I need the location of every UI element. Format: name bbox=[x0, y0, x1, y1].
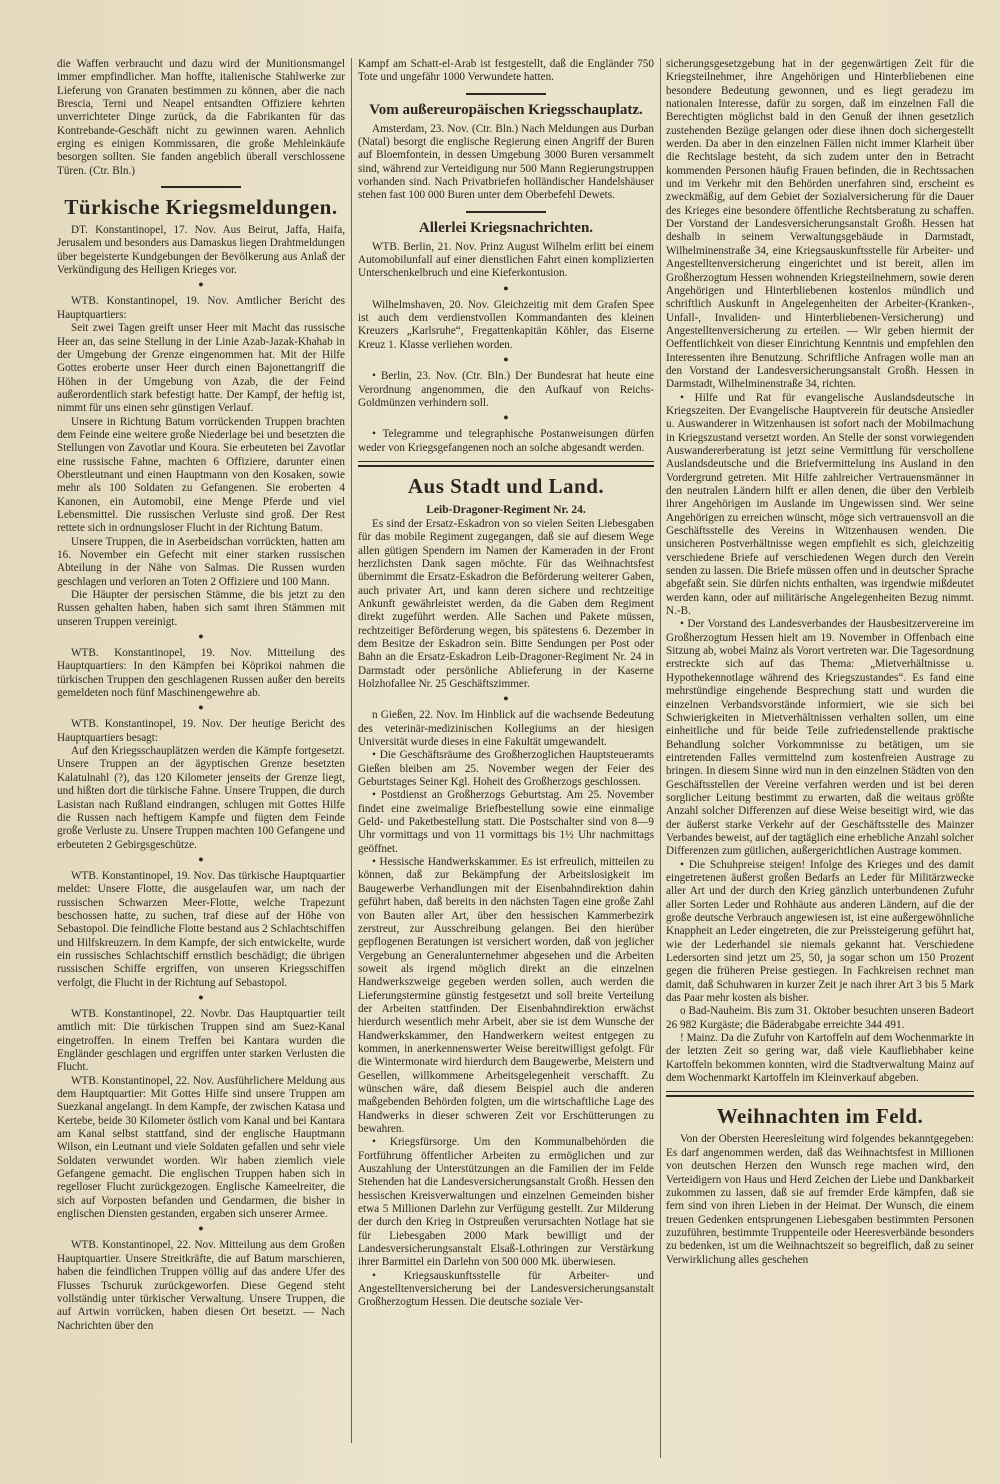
article-paragraph: • Hilfe und Rat für evangelische Auslandsdeutsche in Kriegszeiten. Der Evangelische Hauptverein für deutsche Ansiedler u. Auswanderer in Witzenhausen ist sofort nach der Mobilmachung in Kriegszustand versetzt worden. An Stelle der sonst vorwiegenden Auswandererberatung ist jetzt seine Vermittlung für verschollene Auslandsdeutsche und die Briefvermittelung ins Ausland in den Vordergrund getreten. Mit Hilfe zahlreicher Vertrauensmänner in den neutralen Ländern hilft er allen denen, die über den Verbleib ihrer Angehörigen im Auslande im Ungewissen sind. Wer seine Angehörigen zu erreichen wünscht, möge sich vertrauensvoll an die Geschäftsstelle des Vereins in Witzenhausen wenden. Die unsicheren Postverhältnisse wegen empfiehlt es sich, gleichzeitig verschiedene Briefe auf verschiedenen Wegen durch den Verein senden zu lassen. Die Briefe müssen offen und in deutscher Sprache abgefaßt sein. Sie dürfen nichts enthalten, was irgendwie mißdeutet werden kann, oder auf militärische Angelegenheiten Bezug nimmt. N.-B. bbox=[666, 391, 974, 618]
short-divider bbox=[161, 186, 241, 188]
article-paragraph: WTB. Konstantinopel, 22. Novbr. Das Hauptquartier teilt amtlich mit: Die türkischen Truppen sind am Suez-Kanal eingetroffen. In einem Treffen bei Kantara wurden die Engländer geschlagen und ergriffen unter starken Verlusten die Flucht. bbox=[57, 1007, 345, 1074]
article-paragraph: Seit zwei Tagen greift unser Heer mit Macht das russische Heer an, das seine Stellung in der Linie Azab-Jazak-Khahab in der Umgebung der Grenze eingenommen hat. Mit der Hilfe Gottes eroberte unser Heer durch einen Bajonettangriff die Höhen in der Umgebung von Azab, die der Feind außerordentlich stark befestigt hatte. Der Kampf, der heftig ist, nimmt für uns einen sehr günstigen Verlauf. bbox=[57, 322, 345, 415]
bullet-separator-icon: ● bbox=[503, 412, 509, 423]
article-paragraph: WTB. Konstantinopel, 22. Nov. Ausführlichere Meldung aus dem Hauptquartier: Mit Gottes Hilfe sind unsere Truppen am Suezkanal angelangt. In dem Kampfe, der zwischen Katasa und Kertebe, beide 30 Kilometer östlich vom Kanal und bei Kantara am Kanal selbst stattfand, sind der englische Hauptmann Wilson, ein Leutnant und viele Soldaten gefallen und sehr viele Soldaten verwundet worden. Wir haben ziemlich viele Gefangene gemacht. Die englischen Truppen haben sich in regelloser Flucht zurückgezogen. Englische Kameelreiter, die sich auf Vorposten befanden und Gendarmen, die bisher in englischen Diensten gestanden, ergaben sich unserer Armee. bbox=[57, 1074, 345, 1221]
article-paragraph: WTB. Konstantinopel, 22. Nov. Mitteilung aus dem Großen Hauptquartier. Unsere Streitkräfte, die auf Batum marschieren, haben die feindlichen Truppen völlig auf das andere Ufer des Flusses Tschuruk zurückgeworfen. Diese Gegend steht vollständig unter türkischer Verwaltung. Unsere Truppen, die auf Artwin vorrücken, haben diesen Ort besetzt. — Nach Nachrichten über den bbox=[57, 1239, 345, 1332]
article-paragraph: n Gießen, 22. Nov. Im Hinblick auf die wachsende Bedeutung des veterinär-medizinischen Kollegiums an der hiesigen Universität wurde dieses in eine Fakultät umgewandelt. bbox=[358, 709, 654, 749]
article-paragraph: Unsere Truppen, die in Aserbeidschan vorrückten, hatten am 16. November ein Gefecht mit einer starken russischen Abteilung in der Nähe von Salmas. Die Russen wurden geschlagen und verloren an Toten 2 Offiziere und 100 Mann. bbox=[57, 535, 345, 588]
article-paragraph: Wilhelmshaven, 20. Nov. Gleichzeitig mit dem Grafen Spee ist auch dem verdienstvollen Kommandanten des kleinen Kreuzers „Karlsruhe“, Fregattenkapitän Köhler, das Eiserne Kreuz 1. Klasse verliehen worden. bbox=[358, 298, 654, 351]
article-paragraph: Amsterdam, 23. Nov. (Ctr. Bln.) Nach Meldungen aus Durban (Natal) besorgt die englische Regierung einen Angriff der Buren auf Bloemfontein, in dessen Umgebung 3000 Buren versammelt sind, während zur Verteidigung nur 500 Mann Regierungstruppen vorhanden sind. Nach Privatbriefen holländischer Handelshäuser stehen fast 100 000 Buren unter dem Oberbefehl Dewets. bbox=[358, 122, 654, 202]
bullet-separator-icon: ● bbox=[503, 693, 509, 704]
bullet-separator-icon: ● bbox=[198, 702, 204, 713]
section-subheading: Leib-Dragoner-Regiment Nr. 24. bbox=[426, 503, 586, 516]
article-paragraph: Die Häupter der persischen Stämme, die bis jetzt zu den Russen gehalten haben, haben sich samt ihren Stämmen mit unseren Truppen vereinigt. bbox=[57, 589, 345, 628]
article-paragraph: Auf den Kriegsschauplätzen werden die Kämpfe fortgesetzt. Unsere Truppen an der ägyptischen Grenze besetzten Kalatulnahl (?), das 120 Kilometer jenseits der Grenze liegt, und hißten dort die türkische Fahne. Unsere Truppen, die durch Lasistan nach Rußland eindrangen, schlugen mit Gottes Hilfe die Russen nach heftigem Kampfe und fügten dem Feinde große Verluste zu. Unsere Truppen machten 100 Gefangene und erbeuteten 2 Gebirgsgeschütze. bbox=[57, 745, 345, 851]
section-heading: Vom außereuropäischen Kriegsschauplatz. bbox=[369, 101, 643, 118]
article-paragraph: WTB. Berlin, 21. Nov. Prinz August Wilhelm erlitt bei einem Automobilunfall auf einer dienstlichen Fahrt einen komplizierten Unterschenkelbruch und eine Kieferkontusion. bbox=[358, 240, 654, 280]
article-paragraph: Kampf am Schatt-el-Arab ist festgestellt, daß die Engländer 750 Tote und ungefähr 1000 Verwundete hatten. bbox=[358, 58, 654, 84]
section-heading: Aus Stadt und Land. bbox=[407, 473, 605, 498]
article-paragraph: WTB. Konstantinopel, 19. Nov. Amtlicher Bericht des Hauptquartiers: bbox=[57, 295, 345, 321]
article-paragraph: DT. Konstantinopel, 17. Nov. Aus Beirut, Jaffa, Haifa, Jerusalem und besonders aus Damaskus liegen Drahtmeldungen über begeisterte Kundgebungen der Bevölkerung aus Anlaß der Verkündigung des Heiligen Krieges vor. bbox=[57, 224, 345, 277]
bullet-separator-icon: ● bbox=[198, 853, 204, 864]
section-heading: Allerlei Kriegsnachrichten. bbox=[418, 219, 594, 236]
column-divider bbox=[660, 58, 661, 1458]
column-3 bbox=[666, 58, 974, 1267]
bullet-separator-icon: ● bbox=[503, 282, 509, 293]
bullet-separator-icon: ● bbox=[198, 991, 204, 1002]
column-2 bbox=[358, 58, 654, 1310]
short-divider bbox=[466, 211, 546, 213]
article-paragraph: die Waffen verbraucht und dazu wird der Munitionsmangel immer empfindlicher. Man hoffte, italienische Stahlwerke zur Lieferung von Granaten bestimmen zu können, aber die nach Brescia, Terni und Neapel entsandten Offiziere kehrten unverrichteter Dinge zurück, da die Fabrikanten für das Kontrebande-Geschäft nicht zu gewinnen waren. Aehnlich erging es einigen Kommissaren, die große Mehleinkäufe besorgen sollten. Sie fanden angeblich überall verschlossene Türen. (Ctr. Bln.) bbox=[57, 58, 345, 177]
column-1 bbox=[57, 58, 345, 1333]
article-paragraph: ! Mainz. Da die Zufuhr von Kartoffeln auf dem Wochenmarkte in der letzten Zeit so gering war, daß viele Kaufliebhaber keine Kartoffeln bekommen konnten, wird die Stadtverwaltung Mainz auf dem Wochenmarkt Kartoffeln im Kleinverkauf abgeben. bbox=[666, 1032, 974, 1085]
article-paragraph: • Kriegsfürsorge. Um den Kommunalbehörden die Fortführung öffentlicher Arbeiten zu ermöglichen und zur Auszahlung der Unterstützungen an die Familien der im Felde Stehenden hat die Landesversicherungsanstalt Großh. Hessen den hessischen Kreisverwaltungen und einzelnen Gemeinden bisher etwa 5 Millionen Darlehn zur Verfügung gestellt. Zur Milderung der durch den Krieg in Ostpreußen verursachten Notlage hat sie für Liebesgaben 2000 Mark bewilligt und der Landesversicherungsanstalt Elsaß-Lothringen zur Verstärkung ihrer Barmittel ein Darlehn von 500 000 Mk. überwiesen. bbox=[358, 1136, 654, 1269]
article-paragraph: WTB. Konstantinopel, 19. Nov. Der heutige Bericht des Hauptquartiers besagt: bbox=[57, 718, 345, 744]
article-paragraph: Unsere in Richtung Batum vorrückenden Truppen brachten dem Feinde eine weitere große Niederlage bei und besetzten die Stellungen von Zavotlar und Koura. Sie erbeuteten bei Zavotlar eine russische Fahne, machten 6 Offiziere, darunter einen Oberstleutnant und einen Hauptmann von den Kosaken, sowie mehr als 100 Soldaten zu Gefangenen. Sie eroberten 4 Kanonen, ein Automobil, eine Menge Pferde und viel Lebensmittel. Die russischen Verluste sind groß. Der Rest rettete sich in ordnungsloser Flucht in der Richtung Batum. bbox=[57, 415, 345, 535]
article-paragraph: sicherungsgesetzgebung hat in der gegenwärtigen Zeit für die Kriegsteilnehmer, ihre Angehörigen und Hinterbliebenen eine besondere Bedeutung gewonnen, und es liegt geradezu im nationalen Interesse, dafür zu sorgen, daß im einzelnen Fall die Berechtigten möglichst bald in den Genuß der ihnen gesetzlich zustehenden Bezüge gelangen oder diese ihnen doch sichergestellt werden. Da aber in den einzelnen Fällen nicht immer Klarheit über die Rechtslage besteht, da sich zudem unter den in Betracht kommenden Personen häufig Frauen befinden, die in Rechtssachen und im Verkehr mit den Behörden unerfahren sind, erscheint es zweckmäßig, auf dem Gebiet der Sozialversicherung für die Dauer des Krieges eine besondere öffentliche Rechtsberatung zu schaffen. Der Vorstand der Landesversicherungsanstalt Großh. Hessen hat deshalb in seinem Verwaltungsgebäude in Darmstadt, Wilhelminenstraße 34, eine Kriegsauskunftsstelle für Arbeiter- und Angestelltenversicherung eingerichtet und ist bereit, allen im Großherzogtum Hessen wohnenden Kriegsteilnehmern, sowie deren Angehörigen und Hinterbliebenen kostenlos mündlich und schriftlich Auskunft in Angelegenheiten der Arbeiter-(Kranken-, Unfall-, Invaliden- und Hinterbliebenen-Versicherung) und Angestelltenversicherung zu erteilen. — Wir geben hiermit der Oeffentlichkeit von dieser Einrichtung Kenntnis und empfehlen den Interessenten ihre Benutzung. Schriftliche Anfragen wolle man an den Vorstand der Landesversicherungsanstalt Großh. Hessen in Darmstadt, Wilhelminenstraße 34, richten. bbox=[666, 58, 974, 391]
section-heading: Türkische Kriegsmeldungen. bbox=[64, 195, 338, 220]
bullet-separator-icon: ● bbox=[198, 631, 204, 642]
section-divider bbox=[666, 1091, 974, 1097]
article-paragraph: • Die Geschäftsräume des Großherzoglichen Hauptsteueramts Gießen bleiben am 25. November wegen der Feier des Geburtstages Seiner Kgl. Hoheit des Großherzogs geschlossen. bbox=[358, 749, 654, 789]
article-paragraph: • Berlin, 23. Nov. (Ctr. Bln.) Der Bundesrat hat heute eine Verordnung angenommen, die den Aufkauf von Reichs-Goldmünzen verhindern soll. bbox=[358, 370, 654, 409]
column-divider bbox=[351, 58, 352, 1443]
bullet-separator-icon: ● bbox=[198, 1223, 204, 1234]
article-paragraph: o Bad-Nauheim. Bis zum 31. Oktober besuchten unseren Badeort 26 982 Kurgäste; die Bäderabgabe erreichte 344 491. bbox=[666, 1005, 974, 1031]
section-divider bbox=[358, 461, 654, 467]
short-divider bbox=[466, 93, 546, 95]
article-paragraph: • Kriegsauskunftsstelle für Arbeiter- und Angestelltenversicherung bei der Landesversicherungsanstalt Großherzogtum Hessen. Die deutsche soziale Ver- bbox=[358, 1269, 654, 1309]
bullet-separator-icon: ● bbox=[198, 279, 204, 290]
article-paragraph: • Die Schuhpreise steigen! Infolge des Krieges und des damit eingetretenen äußerst großen Bedarfs an Leder für Militärzwecke aller Art und der durch den Krieg gänzlich unterbundenen Zufuhr aller Sorten Leder und Rohhäute aus anderen Ländern, auf die der große deutsche Verbrauch angewiesen ist, ist eine außergewöhnliche Knappheit an Leder eingetreten, die zur Preissteigerung geführt hat, wie der Lederhandel sie niemals gekannt hat. Verschiedene Ledersorten sind jetzt um 25, 50, ja sogar schon um 150 Prozent gegen die früheren Preise gestiegen. In Fachkreisen rechnet man damit, daß Schuhwaren in kurzer Zeit je nach ihrer Art 3 bis 5 Mark das Paar mehr kosten als bisher. bbox=[666, 858, 974, 1005]
article-paragraph: • Der Vorstand des Landesverbandes der Hausbesitzervereine im Großherzogtum Hessen hielt am 19. November in Offenbach eine Sitzung ab, wobei Mainz als Vorort vertreten war. Die Tagesordnung erstreckte sich auf das Thema: „Mietverhältnisse u. Hypothekennotlage während des Kriegszustandes“. Es fand eine mehrstündige eingehende Besprechung statt und wurden die einzelnen Verbandsvorstände informiert, wie sie sich bei Schwierigkeiten in Mietverhältnissen verhalten sollen, um eine einheitliche und für beide Teile zufriedenstellende praktische Behandlung solcher Vorkommnisse zu betätigen, um sie eintretenden Falles vermittelnd zum kostenfreien Austrage zu bringen. In diesem Sinne wird nun in den einzelnen Städten von den Geschäftsstellen der Vereine verfahren werden und ist bei deren sorglicher Leitung bestimmt zu erwarten, daß die weitaus größte Anzahl solcher Differenzen auf diese Weise beseitigt wird, wie das der äußerst starke Verkehr auf der Geschäftsstelle des Mainzer Verbandes beweist, auf der tagtäglich eine erhebliche Anzahl solcher Differenzen zum gütlichen, außergerichtlichen Austrage kommen. bbox=[666, 618, 974, 858]
article-paragraph: Von der Obersten Heeresleitung wird folgendes bekanntgegeben: Es darf angenommen werden, daß das Weihnachtsfest in Millionen von deutschen Herzen den Wunsch rege machen wird, den Verteidigern von Haus und Herd Zeichen der Liebe und Dankbarkeit zukommen zu lassen, daß sie auf fremder Erde kämpfen, daß sie fern sind von ihren Lieben in der Heimat. Der Wunsch, die einem treuen Gedenken entsprungenen Liebesgaben bestimmten Personen zuzuführen, bestimmte Truppenteile oder Heeresverbände besonders zu bedenken, ist um die Weihnachtszeit so begreiflich, daß zu seiner Verwirklichung alles geschehen bbox=[666, 1133, 974, 1266]
article-paragraph: • Postdienst an Großherzogs Geburtstag. Am 25. November findet eine zweimalige Briefbestellung sowie eine einmalige Geld- und Paketbestellung statt. Die Postschalter sind von 8—9 Uhr vormittags und von 11 vormittags bis 1½ Uhr nachmittags geöffnet. bbox=[358, 789, 654, 855]
article-paragraph: • Hessische Handwerkskammer. Es ist erfreulich, mitteilen zu können, daß zur Bekämpfung der Arbeitslosigkeit im Baugewerbe Verhandlungen mit der Eisenbahndirektion dahin geführt haben, daß bereits in den nächsten Tagen eine große Zahl von Bauten aller Art, über den hessischen Kammerbezirk zerstreut, zur Ausschreibung gelangen. Bei den hierüber gepflogenen Beratungen ist versichert worden, daß von jeglicher Vergebung an Generalunternehmer abgesehen und die Arbeiten soweit als irgend möglich direkt an die einzelnen Handwerkszweige gegeben werden sollen, auch werden die Lieferungstermine günstig festgesetzt und soll breite Verteilung der Arbeiten stattfinden. Der Eisenbahndirektion erwächst hierdurch wesentlich mehr Arbeit, aber sie ist dem Wunsche der Handwerkskammer, den Handwerkern weitest entgegen zu kommen, in anerkennenswerter Weise bereitwilligst gefolgt. Für die Wintermonate wird hierdurch dem Baugewerbe, Meistern und Gesellen, willkommene Arbeitsgelegenheit verschafft. Zu wünschen wäre, daß diesem Beispiel auch die anderen maßgebenden Behörden folgten, um die wirtschaftliche Lage des Handwerks in dieser schweren Zeit vor Erschütterungen zu bewahren. bbox=[358, 856, 654, 1135]
section-heading: Weihnachten im Feld. bbox=[716, 1104, 924, 1129]
article-paragraph: • Telegramme und telegraphische Postanweisungen dürfen weder von Kriegsgefangenen noch an solche abgesandt werden. bbox=[358, 428, 654, 454]
article-paragraph: WTB. Konstantinopel, 19. Nov. Das türkische Hauptquartier meldet: Unsere Flotte, die ausgelaufen war, um nach der russischen Schwarzen Meer-Flotte, welche Trapezunt beschossen hatte, zu suchen, traf diese auf der Höhe von Sebastopol. Die feindliche Flotte bestand aus 2 Schlachtschiffen und Hilfskreuzern. In dem Kampfe, der sich entwickelte, wurde ein russisches Schlachtschiff ernstlich beschädigt; die übrigen russischen Schiffe ergriffen, von unseren Kriegsschiffen verfolgt, die Flucht in der Richtung auf Sebastopol. bbox=[57, 869, 345, 989]
bullet-separator-icon: ● bbox=[503, 354, 509, 365]
article-paragraph: Es sind der Ersatz-Eskadron von so vielen Seiten Liebesgaben für das mobile Regiment zugegangen, daß sie auf diesem Wege allen gütigen Spendern im Namen der Kameraden in der Front herzlichsten Dank sagen möchte. Für das Weihnachtsfest übernimmt die Ersatz-Eskadron die Beförderung weiterer Gaben, auch privater Art, und kann deren sichere und rechtzeitige Ankunft gewährleistet werden, da die Gaben dem Regiment direkt zugeführt werden. Alle Sachen und Pakete müssen, rechtzeitiger Beförderung wegen, bis spätestens 6. Dezember in dem Besitze der Eskadron sein. Bitte Sendungen per Post oder Bahn an die Ersatz-Eskadron Leib-Dragoner-Regiment Nr. 24 in Darmstadt oder persönliche Ablieferung in der Kaserne Holzhofallee Nr. 25 Geschäftszimmer. bbox=[358, 517, 654, 690]
article-paragraph: WTB. Konstantinopel, 19. Nov. Mitteilung des Hauptquartiers: In den Kämpfen bei Köprikoi nahmen die türkischen Truppen den geschlagenen Russen außer den bereits gemeldeten noch fünf Maschinengewehre ab. bbox=[57, 647, 345, 700]
